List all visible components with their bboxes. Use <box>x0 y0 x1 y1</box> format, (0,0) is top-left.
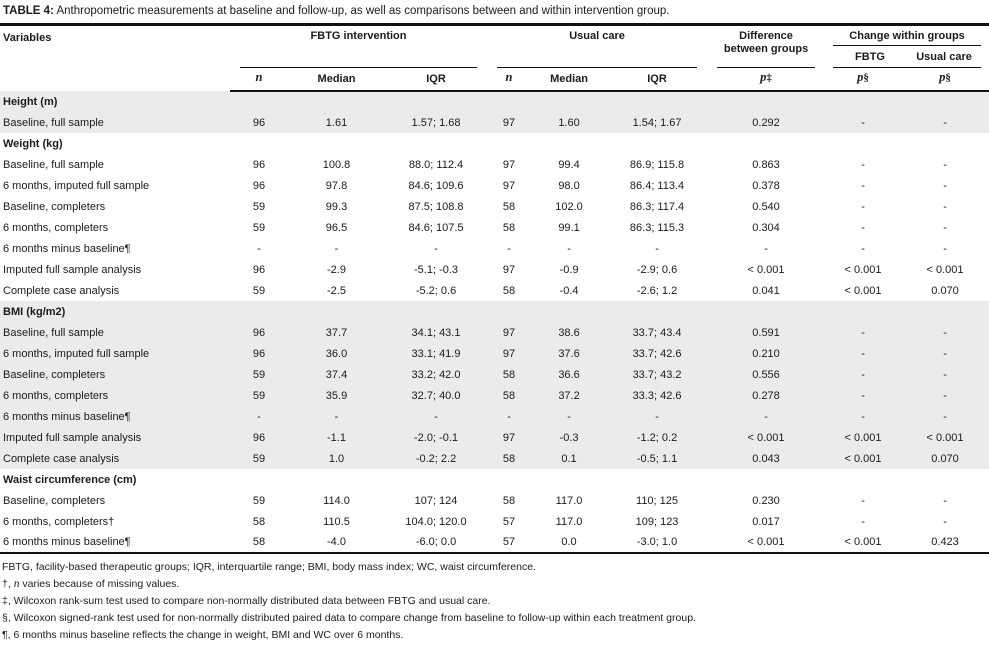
value-cell: - <box>861 515 865 528</box>
value-cell: 58 <box>502 221 516 234</box>
row-label: 6 months, completers <box>3 221 109 234</box>
value-cell: - <box>531 406 607 427</box>
value-cell: 0.043 <box>707 448 825 469</box>
data-row <box>0 448 989 469</box>
data-row <box>0 259 989 280</box>
value-cell: < 0.001 <box>707 427 825 448</box>
value-cell: 97 <box>487 427 531 448</box>
row-label: Complete case analysis <box>3 284 120 297</box>
value-cell: 0.230 <box>752 494 780 507</box>
col-header-p-fbtg: p§ <box>825 68 901 91</box>
data-row <box>0 238 989 259</box>
value-cell: - <box>487 406 531 427</box>
value-cell: - <box>825 406 901 427</box>
value-cell: 96.5 <box>325 221 348 234</box>
value-cell: 88.0; 112.4 <box>408 158 464 171</box>
data-row <box>0 154 989 175</box>
value-cell: - <box>943 494 947 507</box>
value-cell: - <box>861 200 865 213</box>
value-cell: -0.2; 2.2 <box>385 448 487 469</box>
value-cell: 96 <box>230 322 288 343</box>
value-cell: -1.2; 0.2 <box>607 427 707 448</box>
value-cell: -2.5 <box>327 284 346 297</box>
value-cell: - <box>901 364 989 385</box>
value-cell: 117.0 <box>555 515 583 528</box>
value-cell: 58 <box>230 532 288 553</box>
value-cell: 36.6 <box>531 364 607 385</box>
row-label: Complete case analysis <box>0 448 230 469</box>
value-cell: 87.5; 108.8 <box>408 200 464 213</box>
value-cell: - <box>943 200 947 213</box>
value-cell: -2.9 <box>327 263 346 276</box>
value-cell: - <box>334 242 339 255</box>
value-cell: 86.9; 115.8 <box>629 158 685 171</box>
value-cell: 0.1 <box>531 448 607 469</box>
value-cell: 0.591 <box>707 322 825 343</box>
value-cell: < 0.001 <box>844 263 882 276</box>
value-cell: -5.1; -0.3 <box>414 263 459 276</box>
footnote-segment: §, Wilcoxon signed-rank test used for non-normally distributed paired data to compare change from baseline to follow-up within each treatment group. <box>2 612 696 624</box>
value-cell: - <box>607 406 707 427</box>
data-row <box>0 427 989 448</box>
value-cell: - <box>861 494 865 507</box>
value-cell: 96 <box>230 343 288 364</box>
value-cell: - <box>901 322 989 343</box>
value-cell: 0.863 <box>752 158 780 171</box>
row-label: 6 months, imputed full sample <box>0 343 230 364</box>
value-cell: - <box>901 343 989 364</box>
change-subgroup-headers <box>825 46 989 68</box>
value-cell: 37.6 <box>531 343 607 364</box>
value-cell: -0.9 <box>559 263 579 276</box>
row-label: 6 months, completers† <box>3 515 115 528</box>
value-cell: 57 <box>502 515 516 528</box>
value-cell: 84.6; 107.5 <box>408 221 464 234</box>
value-cell: 0.017 <box>752 515 780 528</box>
value-cell: 36.0 <box>288 343 385 364</box>
value-cell: 37.7 <box>288 322 385 343</box>
value-cell: 99.1 <box>558 221 580 234</box>
value-cell: 97.8 <box>325 179 348 192</box>
footnote-line <box>2 629 987 642</box>
col-header-p-difference: p‡ <box>707 68 825 91</box>
footnote-line <box>2 561 987 574</box>
row-label: 6 months minus baseline¶ <box>0 406 230 427</box>
value-cell: - <box>861 242 865 255</box>
value-cell: -1.1 <box>288 427 385 448</box>
value-cell: - <box>861 158 865 171</box>
data-row <box>0 322 989 343</box>
col-header-iqr-fbtg: IQR <box>385 68 487 91</box>
footnote-segment: ¶, 6 months minus baseline reflects the change in weight, BMI and WC over 6 months. <box>2 629 404 641</box>
value-cell: - <box>257 242 261 255</box>
value-cell: 58 <box>502 200 516 213</box>
value-cell: < 0.001 <box>844 284 882 297</box>
value-cell: -3.0; 1.0 <box>607 532 707 553</box>
footnote-segment: varies because of missing values. <box>19 578 180 590</box>
footnote-line <box>2 612 987 625</box>
row-label: Baseline, completers <box>3 494 106 507</box>
value-cell: - <box>825 364 901 385</box>
value-cell: 57 <box>487 532 531 553</box>
value-cell: 96 <box>230 427 288 448</box>
value-cell: - <box>707 406 825 427</box>
row-label: Baseline, full sample <box>0 112 230 133</box>
value-cell: 33.7; 43.2 <box>607 364 707 385</box>
data-row <box>0 511 989 532</box>
value-cell: 86.3; 117.4 <box>629 200 685 213</box>
value-cell: 97 <box>502 179 516 192</box>
value-cell: 114.0 <box>323 494 350 507</box>
value-cell: -2.0; -0.1 <box>385 427 487 448</box>
col-header-median-usual: Median <box>531 68 607 91</box>
value-cell: - <box>943 179 947 192</box>
col-header-iqr-usual: IQR <box>607 68 707 91</box>
group-header-fbtg-label: FBTG intervention <box>310 30 407 42</box>
value-cell: - <box>943 221 947 234</box>
value-cell: 58 <box>487 448 531 469</box>
row-label: Baseline, completers <box>0 364 230 385</box>
table-header <box>0 26 989 91</box>
col-header-median-fbtg: Median <box>288 68 385 91</box>
value-cell: 97 <box>487 112 531 133</box>
value-cell: 0.292 <box>707 112 825 133</box>
row-label: 6 months minus baseline¶ <box>0 532 230 553</box>
value-cell: 1.0 <box>288 448 385 469</box>
group-header-usual-care <box>487 26 707 68</box>
value-cell: 59 <box>252 200 266 213</box>
subgroup-header-usual-care: Usual care <box>916 51 972 63</box>
value-cell: 102.0 <box>555 200 583 213</box>
value-cell: - <box>764 242 768 255</box>
value-cell: 59 <box>252 284 266 297</box>
row-label: Imputed full sample analysis <box>3 263 142 276</box>
value-cell: - <box>230 406 288 427</box>
value-cell: 97 <box>487 322 531 343</box>
value-cell: -4.0 <box>288 532 385 553</box>
row-label: 6 months minus baseline¶ <box>3 242 131 255</box>
value-cell: 99.4 <box>558 158 580 171</box>
value-cell: 59 <box>252 221 266 234</box>
group-header-difference-label: Difference between groups <box>723 30 809 55</box>
value-cell: -0.3 <box>531 427 607 448</box>
footnote-segment: FBTG, facility-based therapeutic groups; IQR, interquartile range; BMI, body mass index; WC, waist circumference. <box>2 561 536 573</box>
value-cell: - <box>434 242 438 255</box>
value-cell: - <box>943 242 947 255</box>
col-header-n-fbtg: n <box>230 68 288 91</box>
value-cell: -6.0; 0.0 <box>385 532 487 553</box>
value-cell: 1.57; 1.68 <box>385 112 487 133</box>
col-header-n-usual: n <box>487 68 531 91</box>
anthropometric-table <box>0 26 989 554</box>
data-row <box>0 532 989 553</box>
value-cell: 33.7; 42.6 <box>607 343 707 364</box>
value-cell: 84.6; 109.6 <box>408 179 464 192</box>
value-cell: - <box>825 385 901 406</box>
value-cell: 0.070 <box>901 448 989 469</box>
value-cell: 99.3 <box>325 200 348 213</box>
table-body <box>0 91 989 553</box>
row-label: Baseline, completers <box>3 200 106 213</box>
value-cell: 35.9 <box>288 385 385 406</box>
value-cell: 86.4; 113.4 <box>629 179 685 192</box>
value-cell: - <box>288 406 385 427</box>
footnote-segment: n <box>13 578 20 590</box>
value-cell: 58 <box>487 385 531 406</box>
value-cell: 1.54; 1.67 <box>607 112 707 133</box>
value-cell: 100.8 <box>322 158 351 171</box>
value-cell: 59 <box>230 448 288 469</box>
value-cell: - <box>825 112 901 133</box>
row-label: 6 months, completers <box>0 385 230 406</box>
group-header-change-within <box>825 26 989 46</box>
value-cell: -0.5; 1.1 <box>607 448 707 469</box>
data-row <box>0 112 989 133</box>
value-cell: < 0.001 <box>747 263 785 276</box>
value-cell: 59 <box>230 385 288 406</box>
value-cell: 96 <box>252 158 266 171</box>
section-header-row <box>0 133 989 154</box>
value-cell: 96 <box>252 179 266 192</box>
value-cell: 37.4 <box>288 364 385 385</box>
section-label: Waist circumference (cm) <box>3 473 137 486</box>
data-row <box>0 343 989 364</box>
value-cell: < 0.001 <box>926 263 964 276</box>
value-cell: 1.61 <box>288 112 385 133</box>
row-label: Baseline, full sample <box>3 158 104 171</box>
section-header-row <box>0 301 989 322</box>
value-cell: - <box>901 112 989 133</box>
data-row <box>0 364 989 385</box>
value-cell: 96 <box>230 112 288 133</box>
group-header-difference <box>707 26 825 68</box>
value-cell: -2.9; 0.6 <box>636 263 678 276</box>
col-header-variables: Variables <box>3 32 52 44</box>
value-cell: - <box>385 406 487 427</box>
value-cell: < 0.001 <box>825 532 901 553</box>
value-cell: - <box>943 515 947 528</box>
footnote-line <box>2 578 987 591</box>
data-row <box>0 196 989 217</box>
value-cell: 58 <box>502 284 516 297</box>
value-cell: 37.2 <box>531 385 607 406</box>
value-cell: 58 <box>252 515 266 528</box>
value-cell: 33.1; 41.9 <box>385 343 487 364</box>
value-cell: - <box>567 242 571 255</box>
value-cell: 109; 123 <box>635 515 679 528</box>
section-header-row <box>0 91 989 112</box>
table-title-text: Anthropometric measurements at baseline and follow-up, as well as comparisons between and within intervention group. <box>53 5 670 17</box>
value-cell: - <box>507 242 511 255</box>
value-cell: 33.7; 43.4 <box>607 322 707 343</box>
data-row <box>0 406 989 427</box>
value-cell: < 0.001 <box>901 427 989 448</box>
value-cell: 58 <box>502 494 516 507</box>
value-cell: -0.4 <box>559 284 579 297</box>
value-cell: - <box>943 158 947 171</box>
group-header-change-label: Change within groups <box>849 30 965 42</box>
value-cell: 33.2; 42.0 <box>385 364 487 385</box>
value-cell: 107; 124 <box>414 494 458 507</box>
value-cell: 98.0 <box>558 179 580 192</box>
value-cell: 97 <box>502 158 516 171</box>
value-cell: 0.210 <box>707 343 825 364</box>
value-cell: - <box>825 322 901 343</box>
table-title-label: TABLE 4: <box>3 5 54 17</box>
value-cell: 0.423 <box>901 532 989 553</box>
value-cell: - <box>861 221 865 234</box>
footnote-line <box>2 595 987 608</box>
value-cell: 32.7; 40.0 <box>385 385 487 406</box>
value-cell: - <box>901 406 989 427</box>
section-label: Weight (kg) <box>3 137 63 150</box>
value-cell: -2.6; 1.2 <box>636 284 678 297</box>
row-label: Baseline, full sample <box>0 322 230 343</box>
value-cell: 59 <box>230 364 288 385</box>
subgroup-header-fbtg: FBTG <box>855 51 885 63</box>
value-cell: 34.1; 43.1 <box>385 322 487 343</box>
group-header-usual-label: Usual care <box>569 30 625 42</box>
value-cell: < 0.001 <box>825 427 901 448</box>
value-cell: 0.540 <box>752 200 780 213</box>
section-header-row <box>0 469 989 490</box>
data-row <box>0 385 989 406</box>
footnote-segment: †, <box>2 578 14 590</box>
value-cell: 0.304 <box>752 221 780 234</box>
value-cell: 0.041 <box>752 284 780 297</box>
section-label: Height (m) <box>0 91 989 112</box>
value-cell: 0.378 <box>752 179 780 192</box>
value-cell: 0.0 <box>531 532 607 553</box>
value-cell: 104.0; 120.0 <box>405 515 467 528</box>
value-cell: - <box>825 343 901 364</box>
value-cell: 96 <box>252 263 266 276</box>
footnote-segment: ‡, Wilcoxon rank-sum test used to compare non-normally distributed data between FBTG and usual care. <box>2 595 491 607</box>
value-cell: 59 <box>252 494 266 507</box>
row-label: 6 months, imputed full sample <box>3 179 150 192</box>
row-label: Imputed full sample analysis <box>0 427 230 448</box>
value-cell: 0.278 <box>707 385 825 406</box>
value-cell: 1.60 <box>531 112 607 133</box>
value-cell: 110.5 <box>323 515 350 528</box>
value-cell: < 0.001 <box>707 532 825 553</box>
value-cell: 86.3; 115.3 <box>629 221 685 234</box>
value-cell: 0.070 <box>931 284 959 297</box>
col-header-p-usual: p§ <box>901 68 989 91</box>
data-row <box>0 280 989 301</box>
header-group-row <box>0 26 989 46</box>
table-title <box>0 0 989 26</box>
value-cell: 110; 125 <box>636 494 679 507</box>
value-cell: - <box>655 242 659 255</box>
value-cell: 58 <box>487 364 531 385</box>
value-cell: - <box>901 385 989 406</box>
value-cell: 38.6 <box>531 322 607 343</box>
data-row <box>0 217 989 238</box>
value-cell: 117.0 <box>555 494 583 507</box>
section-label: BMI (kg/m2) <box>0 301 989 322</box>
value-cell: -5.2; 0.6 <box>415 284 457 297</box>
value-cell: 97 <box>502 263 516 276</box>
value-cell: < 0.001 <box>825 448 901 469</box>
value-cell: 33.3; 42.6 <box>607 385 707 406</box>
data-row <box>0 175 989 196</box>
group-header-fbtg-intervention <box>230 26 487 68</box>
footnotes <box>0 554 989 642</box>
data-row <box>0 490 989 511</box>
value-cell: 97 <box>487 343 531 364</box>
value-cell: 0.556 <box>707 364 825 385</box>
value-cell: - <box>861 179 865 192</box>
